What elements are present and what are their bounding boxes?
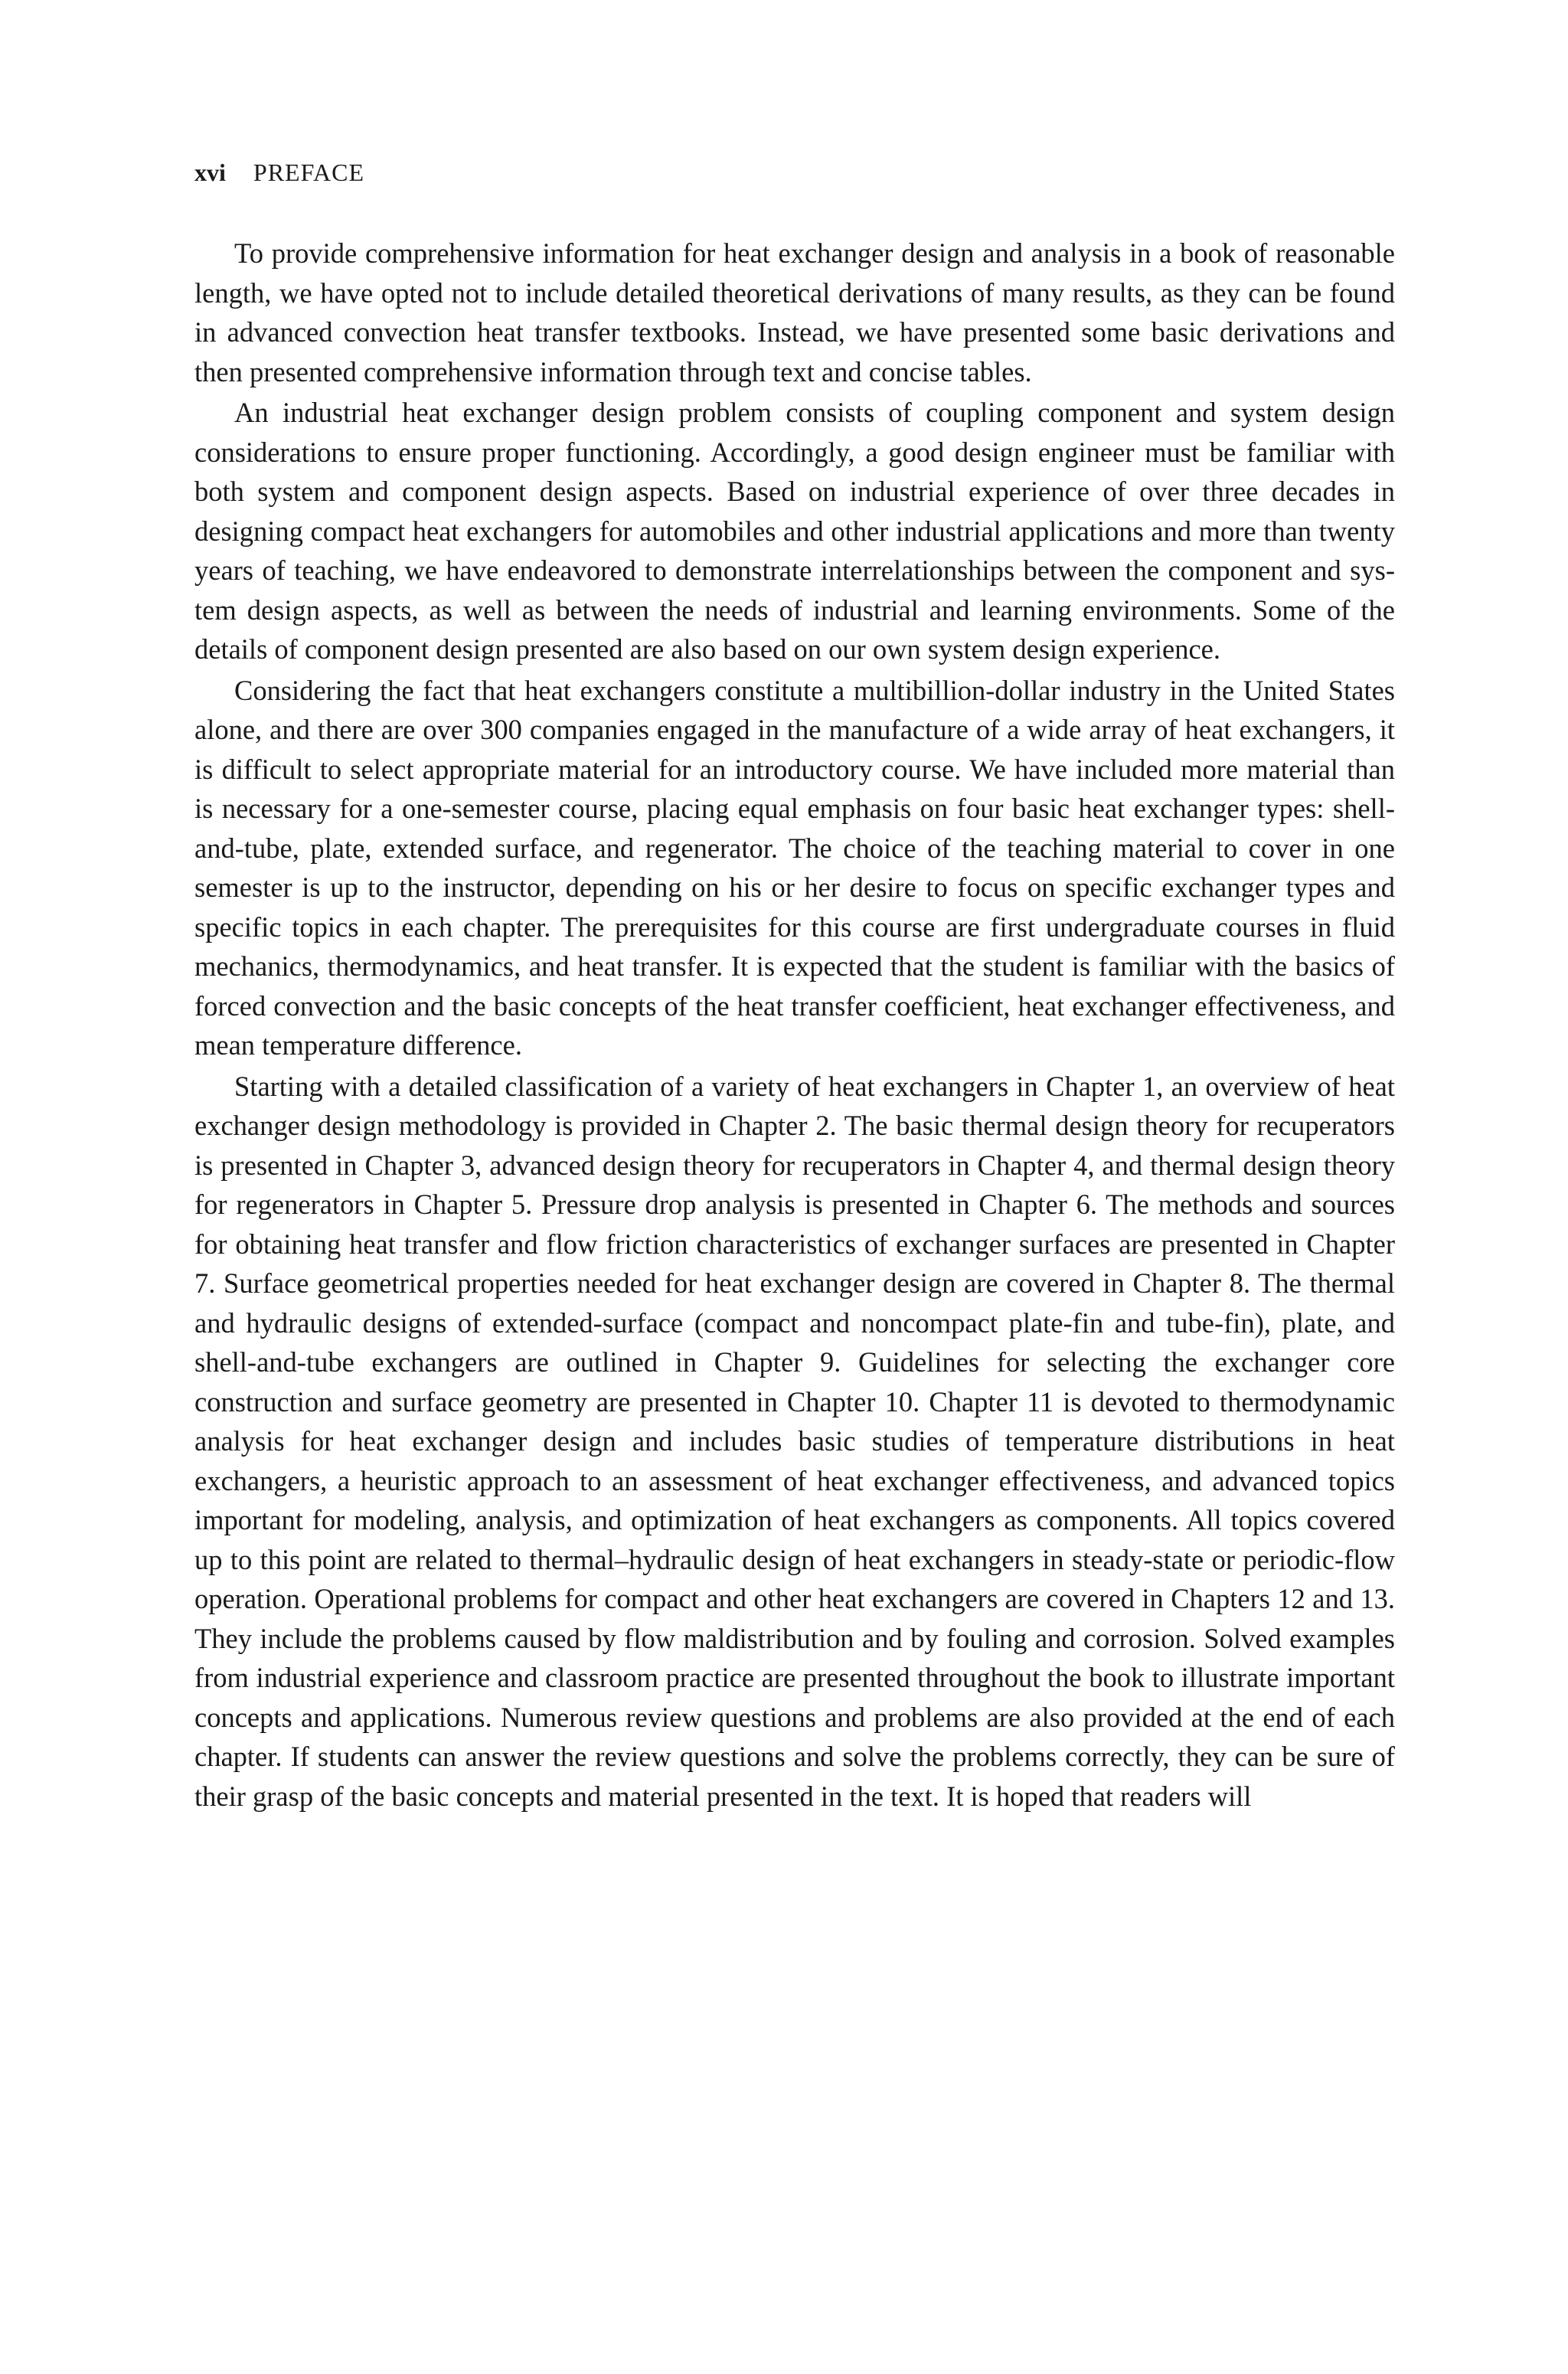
body-text <box>194 234 1395 1817</box>
paragraph-3: Considering the fact that heat exchangers constitute a multibillion-dollar industry in the United States alone, and there are over 300 companies engaged in the manufacture of a wide array of heat exchangers, it is difficult to select appropriate material for an introductory course. We have included more material than is necessary for a one-semester course, placing equal emphasis on four basic heat exchanger types: shell-and-tube, plate, extended surface, and regenerator. The choice of the teaching material to cover in one semester is up to the instructor, depending on his or her desire to focus on specific exchanger types and specific topics in each chapter. The prerequisites for this course are first undergraduate courses in fluid mechanics, thermodynamics, and heat transfer. It is expected that the student is familiar with the basics of forced convection and the basic concepts of the heat transfer coefficient, heat exchanger effectiveness, and mean temperature difference. <box>194 674 1395 1061</box>
paragraph-4: Starting with a detailed classification of a variety of heat exchangers in Chapter 1, an overview of heat exchanger design methodology is provided in Chapter 2. The basic thermal design theory for recuperators is presented in Chapter 3, advanced design theory for recuperators in Chapter 4, and thermal design theory for regenerators in Chapter 5. Pressure drop analysis is presented in Chapter 6. The methods and sources for obtaining heat transfer and flow friction characteristics of exchanger surfaces are presented in Chapter 7. Surface geometrical properties needed for heat exchanger design are covered in Chapter 8. The thermal and hydraulic designs of extended-surface (compact and noncompact plate-fin and tube-fin), plate, and shell-and-tube exchangers are outlined in Chapter 9. Guidelines for selecting the exchanger core construction and surface geometry are presented in Chapter 10. Chapter 11 is devoted to thermodynamic analysis for heat exchanger design and includes basic studies of temperature distributions in heat exchangers, a heuristic approach to an assessment of heat exchanger effectiveness, and advanced topics important for modeling, analysis, and optimization of heat exchangers as components. All topics covered up to this point are related to thermal–hydraulic design of heat exchangers in steady-state or periodic-flow operation. Operational problems for compact and other heat exchangers are covered in Chapters 12 and 13. They include the problems caused by flow maldistribution and by fouling and corrosion. Solved examples from industrial experience and classroom practice are presented throughout the book to illustrate important concepts and applications. Numerous review questions and problems are also provided at the end of each chapter. If students can answer the review questions and solve the problems correctly, they can be sure of their grasp of the basic concepts and material presented in the text. It is hoped that readers will <box>194 1070 1395 1812</box>
running-head <box>194 157 364 188</box>
section-title: PREFACE <box>253 159 364 186</box>
page-number: xvi <box>194 159 226 186</box>
paragraph-2: An industrial heat exchanger design problem consists of coupling component and system design considerations to ensure proper functioning. Accordingly, a good design engineer must be familiar with both system and component design aspects. Based on industrial experience of over three decades in designing compact heat exchangers for automobiles and other industrial applications and more than twenty years of teaching, we have endeavored to demonstrate interrelationships between the component and system design aspects, as well as between the needs of industrial and learning environments. Some of the details of component design presented are also based on our own system design experience. <box>194 397 1395 665</box>
paragraph-1: To provide comprehensive information for heat exchanger design and analysis in a book of reasonable length, we have opted not to include detailed theoretical derivations of many results, as they can be found in advanced convection heat transfer textbooks. Instead, we have presented some basic derivations and then presented comprehensive information through text and concise tables. <box>194 237 1395 387</box>
